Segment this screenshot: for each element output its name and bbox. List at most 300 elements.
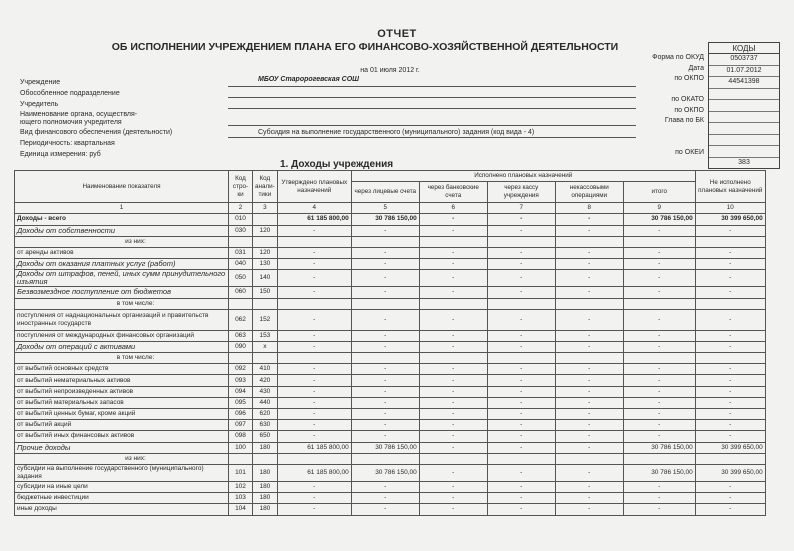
authority-line [228, 125, 636, 126]
subdivision-line [228, 97, 636, 98]
cell-approved: - [277, 409, 351, 420]
cell-personal: - [351, 431, 419, 442]
cell-anal: 430 [253, 386, 278, 397]
cell-line: 100 [229, 442, 253, 453]
cell-personal: 30 786 150,00 [351, 214, 419, 225]
cell-line: 096 [229, 409, 253, 420]
table-row [15, 287, 766, 298]
header-code-line: Код стро- ки [229, 171, 253, 203]
cell-personal: - [351, 225, 419, 236]
cell-noncash: - [555, 330, 623, 341]
cell-bank: - [419, 375, 487, 386]
section-title: 1. Доходы учреждения [280, 159, 394, 170]
cell-total: - [623, 309, 695, 330]
cell-bank: - [419, 341, 487, 352]
fin-line [228, 137, 636, 138]
cell-anal: 440 [253, 397, 278, 408]
cell-personal: 30 786 150,00 [351, 442, 419, 453]
cell-personal [351, 236, 419, 247]
cell-cash: - [487, 493, 555, 504]
report-date: на 01 июля 2012 г. [360, 67, 420, 74]
table-row [15, 464, 766, 481]
codes-header: КОДЫ [708, 42, 780, 54]
cell-bank: - [419, 420, 487, 431]
cell-not-exec: - [695, 481, 765, 492]
report-title: ОТЧЕТ [377, 28, 417, 40]
cell-not-exec: 30 399 650,00 [695, 442, 765, 453]
cell-total: - [623, 504, 695, 515]
cell-cash [487, 298, 555, 309]
row-name: поступления от международных финансовых организаций [15, 330, 229, 341]
cell-anal: 410 [253, 364, 278, 375]
cell-total: - [623, 225, 695, 236]
cell-noncash: - [555, 225, 623, 236]
cell-personal: - [351, 341, 419, 352]
institution-line [228, 86, 636, 87]
cell-total: - [623, 420, 695, 431]
table-row [15, 409, 766, 420]
table-row [15, 353, 766, 364]
report-subtitle: ОБ ИСПОЛНЕНИИ УЧРЕЖДЕНИЕМ ПЛАНА ЕГО ФИНАНСОВО-ХОЗЯЙСТВЕННОЙ ДЕЯТЕЛЬНОСТИ [111, 41, 619, 53]
cell-cash [487, 236, 555, 247]
cell-noncash: - [555, 481, 623, 492]
cell-line: 101 [229, 464, 253, 481]
cell-approved: - [277, 431, 351, 442]
cell-personal: - [351, 270, 419, 287]
cell-noncash: - [555, 409, 623, 420]
row-name: иные доходы [15, 504, 229, 515]
cell-approved [277, 298, 351, 309]
header-personal: через лицевые счета [351, 182, 419, 203]
cell-personal [351, 298, 419, 309]
cell-line: 098 [229, 431, 253, 442]
cell-approved: - [277, 481, 351, 492]
cell-anal: 153 [253, 330, 278, 341]
cell-not-exec: - [695, 386, 765, 397]
cell-total: - [623, 341, 695, 352]
cell-total: 30 786 150,00 [623, 442, 695, 453]
cell-line: 040 [229, 259, 253, 270]
cell-personal: - [351, 375, 419, 386]
cell-not-exec: - [695, 431, 765, 442]
cell-noncash: - [555, 247, 623, 258]
cell-total: - [623, 493, 695, 504]
row-name: из них: [15, 236, 229, 247]
row-name: субсидии на выполнение государственного (муниципального) задания [15, 464, 229, 481]
cell-noncash: - [555, 442, 623, 453]
cell-noncash [555, 298, 623, 309]
col-num: 2 [229, 203, 253, 214]
cell-total: - [623, 481, 695, 492]
cell-noncash: - [555, 270, 623, 287]
cell-total [623, 298, 695, 309]
cell-bank [419, 236, 487, 247]
cell-bank: - [419, 464, 487, 481]
table-row [15, 504, 766, 515]
code-okpo2 [709, 112, 779, 124]
cell-personal: - [351, 330, 419, 341]
col-num: 10 [695, 203, 765, 214]
col-num: 4 [277, 203, 351, 214]
cell-anal [253, 298, 278, 309]
cell-cash: - [487, 431, 555, 442]
col-num: 3 [253, 203, 278, 214]
cell-bank: - [419, 431, 487, 442]
cell-line: 095 [229, 397, 253, 408]
cell-anal [253, 353, 278, 364]
cell-personal: - [351, 481, 419, 492]
row-name: Безвозмездное поступление от бюджетов [15, 287, 229, 298]
cell-not-exec: - [695, 409, 765, 420]
row-name: от выбытий ценных бумаг, кроме акций [15, 409, 229, 420]
cell-line [229, 353, 253, 364]
cell-not-exec [695, 298, 765, 309]
cell-total: 30 786 150,00 [623, 214, 695, 225]
authority-label-1: Наименование органа, осуществля- [20, 111, 138, 118]
cell-anal: x [253, 341, 278, 352]
cell-cash: - [487, 375, 555, 386]
col-num: 9 [623, 203, 695, 214]
okpo-label: по ОКПО [674, 75, 704, 82]
cell-anal: 180 [253, 464, 278, 481]
cell-personal: - [351, 247, 419, 258]
header-noncash: некассовыми операциями [555, 182, 623, 203]
header-executed: Исполнено плановых назначений [351, 171, 695, 182]
cell-not-exec: - [695, 375, 765, 386]
cell-noncash: - [555, 341, 623, 352]
cell-noncash: - [555, 364, 623, 375]
table-row [15, 236, 766, 247]
row-name: от выбытий материальных запасов [15, 397, 229, 408]
cell-cash: - [487, 364, 555, 375]
table-row [15, 309, 766, 330]
header-bank: через банковские счета [419, 182, 487, 203]
cell-anal: 180 [253, 481, 278, 492]
cell-total: - [623, 397, 695, 408]
cell-not-exec: - [695, 259, 765, 270]
institution-label: Учреждение [20, 79, 61, 86]
cell-cash: - [487, 247, 555, 258]
cell-bank: - [419, 259, 487, 270]
cell-line: 104 [229, 504, 253, 515]
cell-noncash: - [555, 309, 623, 330]
cell-bank [419, 453, 487, 464]
code-empty [709, 89, 779, 101]
cell-noncash: - [555, 386, 623, 397]
cell-noncash: - [555, 420, 623, 431]
cell-line: 062 [229, 309, 253, 330]
cell-total [623, 236, 695, 247]
cell-line: 090 [229, 341, 253, 352]
cell-anal: 180 [253, 442, 278, 453]
cell-bank: - [419, 247, 487, 258]
cell-line: 093 [229, 375, 253, 386]
cell-bank: - [419, 287, 487, 298]
income-table [14, 170, 766, 516]
row-name: от выбытий иных финансовых активов [15, 431, 229, 442]
cell-line: 010 [229, 214, 253, 225]
table-row [15, 225, 766, 236]
cell-total: - [623, 287, 695, 298]
cell-total [623, 353, 695, 364]
cell-cash: - [487, 259, 555, 270]
cell-personal: - [351, 259, 419, 270]
table-row [15, 270, 766, 287]
cell-line: 063 [229, 330, 253, 341]
table-row [15, 375, 766, 386]
cell-approved: - [277, 259, 351, 270]
cell-personal: - [351, 420, 419, 431]
cell-noncash: - [555, 375, 623, 386]
cell-cash: - [487, 464, 555, 481]
fin-label: Вид финансового обеспечения (деятельности) [20, 129, 173, 136]
date-label: Дата [688, 65, 704, 72]
cell-anal: 180 [253, 504, 278, 515]
row-name: Прочие доходы [15, 442, 229, 453]
cell-personal: - [351, 397, 419, 408]
cell-cash: - [487, 397, 555, 408]
code-okato [709, 100, 779, 112]
cell-line [229, 453, 253, 464]
table-row [15, 453, 766, 464]
cell-approved: - [277, 270, 351, 287]
subdivision-label: Обособленное подразделение [20, 90, 120, 97]
cell-approved: - [277, 309, 351, 330]
cell-approved: - [277, 330, 351, 341]
cell-personal [351, 453, 419, 464]
cell-noncash: - [555, 504, 623, 515]
cell-approved: - [277, 364, 351, 375]
cell-total: - [623, 375, 695, 386]
cell-approved: - [277, 386, 351, 397]
cell-line: 050 [229, 270, 253, 287]
cell-cash [487, 353, 555, 364]
cell-approved: - [277, 225, 351, 236]
cell-not-exec: - [695, 309, 765, 330]
cell-cash: - [487, 420, 555, 431]
col-num: 1 [15, 203, 229, 214]
code-date: 01.07.2012 [709, 66, 779, 78]
cell-bank: - [419, 504, 487, 515]
cell-anal: 620 [253, 409, 278, 420]
cell-noncash: - [555, 431, 623, 442]
row-name: от выбытий нематериальных активов [15, 375, 229, 386]
cell-personal: - [351, 364, 419, 375]
code-empty2 [709, 135, 779, 147]
cell-not-exec: - [695, 493, 765, 504]
cell-anal: 650 [253, 431, 278, 442]
cell-anal: 420 [253, 375, 278, 386]
cell-line: 103 [229, 493, 253, 504]
cell-personal: - [351, 309, 419, 330]
row-name: от выбытий основных средств [15, 364, 229, 375]
cell-bank: - [419, 364, 487, 375]
cell-personal: - [351, 504, 419, 515]
cell-personal: - [351, 493, 419, 504]
table-row [15, 431, 766, 442]
cell-approved: - [277, 247, 351, 258]
cell-not-exec: - [695, 420, 765, 431]
cell-approved: - [277, 397, 351, 408]
fin-value: Субсидия на выполнение государственного (муниципального) задания (код вида - 4) [258, 129, 535, 136]
cell-noncash: - [555, 464, 623, 481]
cell-cash [487, 453, 555, 464]
cell-cash: - [487, 225, 555, 236]
cell-total: - [623, 409, 695, 420]
cell-total [623, 453, 695, 464]
cell-total: 30 786 150,00 [623, 464, 695, 481]
cell-personal: - [351, 409, 419, 420]
cell-anal: 140 [253, 270, 278, 287]
codes-box [708, 53, 780, 169]
cell-line: 097 [229, 420, 253, 431]
cell-cash: - [487, 287, 555, 298]
cell-cash: - [487, 504, 555, 515]
cell-total: - [623, 330, 695, 341]
table-row [15, 298, 766, 309]
cell-personal: - [351, 287, 419, 298]
cell-bank [419, 298, 487, 309]
cell-noncash: - [555, 287, 623, 298]
cell-line: 102 [229, 481, 253, 492]
cell-approved: 61 185 800,00 [277, 442, 351, 453]
cell-cash: - [487, 270, 555, 287]
cell-noncash: - [555, 493, 623, 504]
cell-bank: - [419, 225, 487, 236]
cell-not-exec: - [695, 397, 765, 408]
header-not-executed: Не исполнено плановых назначений [695, 171, 765, 203]
cell-not-exec: - [695, 287, 765, 298]
cell-approved: 61 185 800,00 [277, 214, 351, 225]
cell-noncash: - [555, 214, 623, 225]
table-row [15, 420, 766, 431]
col-num: 7 [487, 203, 555, 214]
table-row [15, 247, 766, 258]
cell-approved: - [277, 341, 351, 352]
row-name: от выбытий непроизведенных активов [15, 386, 229, 397]
cell-anal [253, 236, 278, 247]
column-numbers-row [15, 203, 766, 214]
table-row [15, 442, 766, 453]
cell-approved: - [277, 493, 351, 504]
cell-bank [419, 353, 487, 364]
cell-bank: - [419, 270, 487, 287]
cell-noncash: - [555, 259, 623, 270]
cell-approved [277, 453, 351, 464]
okato-label: по ОКАТО [671, 96, 704, 103]
table-row [15, 214, 766, 225]
header-approved: Утверждено плановых назначений [277, 171, 351, 203]
cell-not-exec: - [695, 247, 765, 258]
institution-value: МБОУ Старорогевская СОШ [258, 76, 360, 83]
cell-approved [277, 236, 351, 247]
cell-bank: - [419, 481, 487, 492]
cell-cash: - [487, 330, 555, 341]
row-name: поступления от наднациональных организаций и правительств иностранных государств [15, 309, 229, 330]
row-name: от аренды активов [15, 247, 229, 258]
cell-anal [253, 453, 278, 464]
code-okud: 0503737 [709, 54, 779, 66]
cell-bank: - [419, 386, 487, 397]
founder-label: Учредитель [20, 101, 59, 108]
row-name: бюджетные инвестиции [15, 493, 229, 504]
code-okei: 383 [738, 158, 750, 166]
code-empty3 [709, 146, 779, 158]
cell-personal [351, 353, 419, 364]
table-row [15, 386, 766, 397]
cell-total: - [623, 270, 695, 287]
cell-total: - [623, 259, 695, 270]
cell-bank: - [419, 442, 487, 453]
cell-personal: 30 786 150,00 [351, 464, 419, 481]
code-okpo: 44541398 [709, 77, 779, 89]
okpo2-label: по ОКПО [674, 107, 704, 114]
cell-bank: - [419, 409, 487, 420]
cell-total: - [623, 431, 695, 442]
cell-approved: - [277, 375, 351, 386]
col-num: 8 [555, 203, 623, 214]
cell-personal: - [351, 386, 419, 397]
cell-not-exec [695, 353, 765, 364]
cell-not-exec: 30 399 650,00 [695, 214, 765, 225]
cell-anal: 130 [253, 259, 278, 270]
cell-not-exec: - [695, 364, 765, 375]
cell-noncash [555, 353, 623, 364]
cell-line: 031 [229, 247, 253, 258]
cell-total: - [623, 386, 695, 397]
cell-anal [253, 214, 278, 225]
row-name: Доходы от штрафов, пеней, иных сумм принудительного изъятия [15, 270, 229, 287]
header-code-anal: Код анали- тики [253, 171, 278, 203]
cell-noncash [555, 453, 623, 464]
cell-cash: - [487, 481, 555, 492]
cell-cash: - [487, 341, 555, 352]
authority-label-2: ющего полномочия учредителя [20, 119, 122, 126]
cell-anal: 180 [253, 493, 278, 504]
table-row [15, 493, 766, 504]
cell-approved: 61 185 800,00 [277, 464, 351, 481]
cell-cash: - [487, 386, 555, 397]
cell-not-exec: - [695, 270, 765, 287]
table-row [15, 364, 766, 375]
cell-cash: - [487, 442, 555, 453]
cell-bank: - [419, 397, 487, 408]
col-num: 5 [351, 203, 419, 214]
table-row [15, 481, 766, 492]
header-total: итого [623, 182, 695, 203]
cell-anal: 120 [253, 247, 278, 258]
code-bk [709, 123, 779, 135]
table-row [15, 259, 766, 270]
cell-anal: 120 [253, 225, 278, 236]
cell-not-exec: - [695, 330, 765, 341]
cell-not-exec: - [695, 225, 765, 236]
cell-line [229, 298, 253, 309]
cell-bank: - [419, 309, 487, 330]
cell-noncash [555, 236, 623, 247]
cell-cash: - [487, 309, 555, 330]
row-name: Доходы от оказания платных услуг (работ) [15, 259, 229, 270]
table-row [15, 330, 766, 341]
cell-line: 092 [229, 364, 253, 375]
cell-anal: 150 [253, 287, 278, 298]
cell-cash: - [487, 409, 555, 420]
header-name: Наименование показателя [15, 171, 229, 203]
row-name: Доходы - всего [15, 214, 229, 225]
cell-approved: - [277, 504, 351, 515]
cell-bank: - [419, 493, 487, 504]
cell-line: 030 [229, 225, 253, 236]
